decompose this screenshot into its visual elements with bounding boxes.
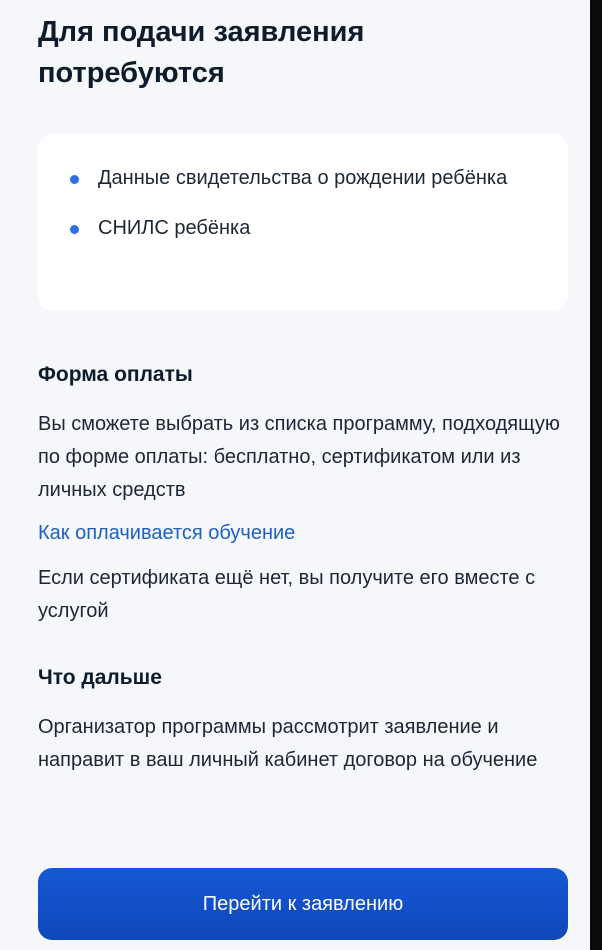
bullet-dot-icon xyxy=(70,175,79,184)
requirement-item-snils xyxy=(60,213,540,244)
next-steps-section-title: Что дальше xyxy=(38,666,162,689)
payment-info-link[interactable]: Как оплачивается обучение xyxy=(38,522,296,544)
requirements-list xyxy=(60,163,540,263)
requirement-text: СНИЛС ребёнка xyxy=(98,217,251,239)
requirement-item-birth-certificate xyxy=(60,163,540,194)
go-to-application-button[interactable]: Перейти к заявлению xyxy=(38,868,568,940)
screen-edge xyxy=(590,0,602,950)
requirement-text: Данные свидетельства о рождении ребёнка xyxy=(98,167,508,189)
payment-description: Вы сможете выбрать из списка программу, подходящую по форме оплаты: бесплатно, сертификатом или из личных средств xyxy=(38,413,560,501)
page-title: Для подачи заявления потребуются xyxy=(38,16,365,89)
certificate-note: Если сертификата ещё нет, вы получите его вместе с услугой xyxy=(38,567,536,622)
payment-section-title: Форма оплаты xyxy=(38,363,193,386)
bullet-dot-icon xyxy=(70,225,79,234)
next-steps-description: Организатор программы рассмотрит заявление и направит в ваш личный кабинет договор на обучение xyxy=(38,716,538,771)
